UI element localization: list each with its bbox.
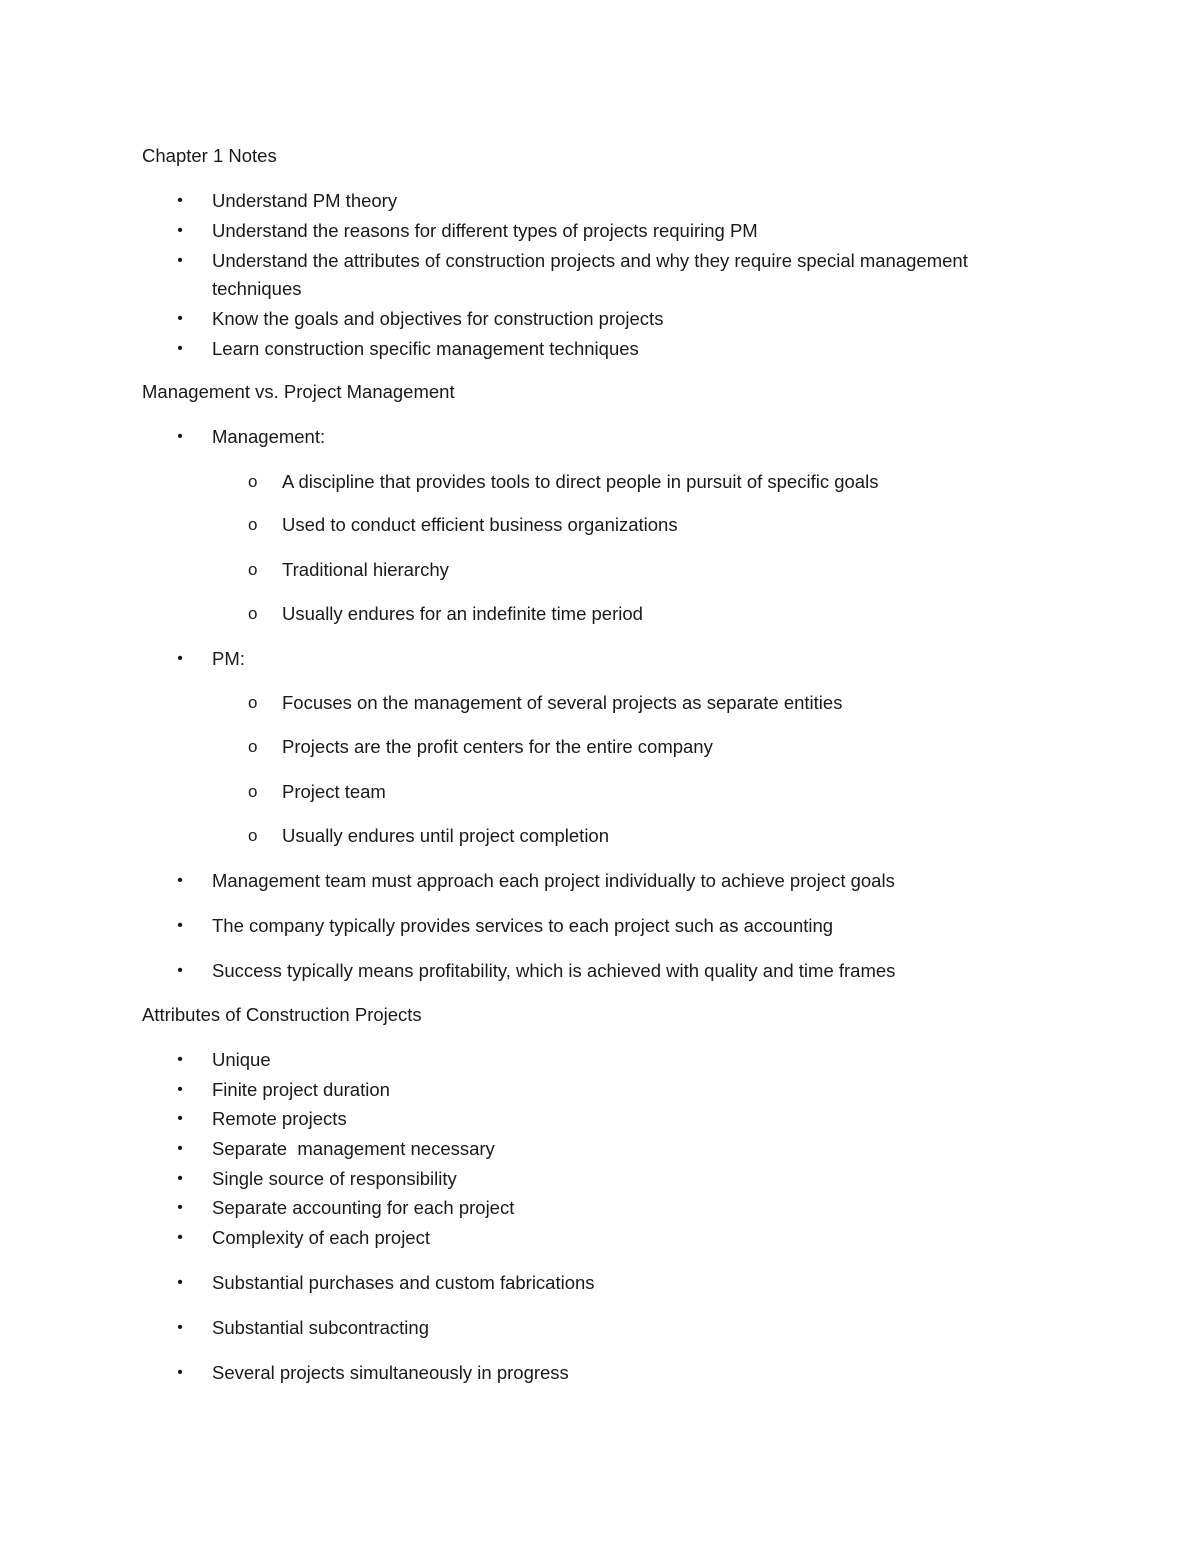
bullet-marker: • bbox=[177, 1051, 183, 1068]
list-item: Substantial purchases and custom fabrications bbox=[212, 1272, 595, 1293]
sub-list-item: Usually endures until project completion bbox=[282, 825, 610, 846]
bullet-marker: • bbox=[177, 1170, 183, 1187]
list-item: Success typically means profitability, which is achieved with quality and time frames bbox=[212, 960, 896, 981]
list-item: Finite project duration bbox=[212, 1079, 390, 1100]
sub-list-item: Project team bbox=[282, 781, 386, 802]
list-item: Understand the reasons for different types of projects requiring PM bbox=[212, 220, 758, 241]
sub-list-item: A discipline that provides tools to direct people in pursuit of specific goals bbox=[282, 471, 879, 492]
list-item-continuation: techniques bbox=[212, 278, 302, 299]
list-item: Single source of responsibility bbox=[212, 1168, 457, 1189]
list-item-management-label: Management: bbox=[212, 426, 326, 447]
list-item: Remote projects bbox=[212, 1108, 347, 1129]
bullet-marker: • bbox=[177, 428, 183, 445]
sub-list-item: Traditional hierarchy bbox=[282, 559, 449, 580]
list-item: Management team must approach each project individually to achieve project goals bbox=[212, 870, 895, 891]
list-item: Several projects simultaneously in progress bbox=[212, 1362, 569, 1383]
bullet-marker: • bbox=[177, 340, 183, 357]
sub-list-item: Used to conduct efficient business organizations bbox=[282, 514, 678, 535]
list-item: Unique bbox=[212, 1049, 271, 1070]
list-item: Understand the attributes of construction projects and why they require special management bbox=[212, 250, 968, 271]
bullet-marker: • bbox=[177, 1229, 183, 1246]
bullet-marker: • bbox=[177, 650, 183, 667]
bullet-marker: • bbox=[177, 1110, 183, 1127]
list-item: Learn construction specific management techniques bbox=[212, 338, 639, 359]
bullet-marker: • bbox=[177, 1274, 183, 1291]
list-item: Know the goals and objectives for construction projects bbox=[212, 308, 664, 329]
document-title: Chapter 1 Notes bbox=[142, 145, 277, 166]
sub-bullet-marker: o bbox=[248, 560, 258, 579]
bullet-marker: • bbox=[177, 192, 183, 209]
sub-bullet-marker: o bbox=[248, 737, 258, 756]
section-heading-management: Management vs. Project Management bbox=[142, 381, 455, 402]
list-item: The company typically provides services to each project such as accounting bbox=[212, 915, 834, 936]
bullet-marker: • bbox=[177, 222, 183, 239]
sub-list-item: Projects are the profit centers for the entire company bbox=[282, 736, 713, 757]
list-item-pm-label: PM: bbox=[212, 648, 245, 669]
list-item: Separate accounting for each project bbox=[212, 1197, 515, 1218]
bullet-marker: • bbox=[177, 1081, 183, 1098]
sub-bullet-marker: o bbox=[248, 472, 258, 491]
sub-bullet-marker: o bbox=[248, 515, 258, 534]
sub-bullet-marker: o bbox=[248, 693, 258, 712]
sub-bullet-marker: o bbox=[248, 826, 258, 845]
sub-list-item: Usually endures for an indefinite time period bbox=[282, 603, 643, 624]
list-item: Separate management necessary bbox=[212, 1138, 495, 1159]
sub-list-item: Focuses on the management of several projects as separate entities bbox=[282, 692, 843, 713]
list-item: Understand PM theory bbox=[212, 190, 398, 211]
bullet-marker: • bbox=[177, 1140, 183, 1157]
sub-bullet-marker: o bbox=[248, 782, 258, 801]
bullet-marker: • bbox=[177, 1364, 183, 1381]
list-item: Substantial subcontracting bbox=[212, 1317, 429, 1338]
sub-bullet-marker: o bbox=[248, 604, 258, 623]
bullet-marker: • bbox=[177, 962, 183, 979]
list-item: Complexity of each project bbox=[212, 1227, 430, 1248]
bullet-marker: • bbox=[177, 252, 183, 269]
bullet-marker: • bbox=[177, 310, 183, 327]
section-heading-attributes: Attributes of Construction Projects bbox=[142, 1004, 422, 1025]
bullet-marker: • bbox=[177, 917, 183, 934]
bullet-marker: • bbox=[177, 1319, 183, 1336]
bullet-marker: • bbox=[177, 1199, 183, 1216]
bullet-marker: • bbox=[177, 872, 183, 889]
